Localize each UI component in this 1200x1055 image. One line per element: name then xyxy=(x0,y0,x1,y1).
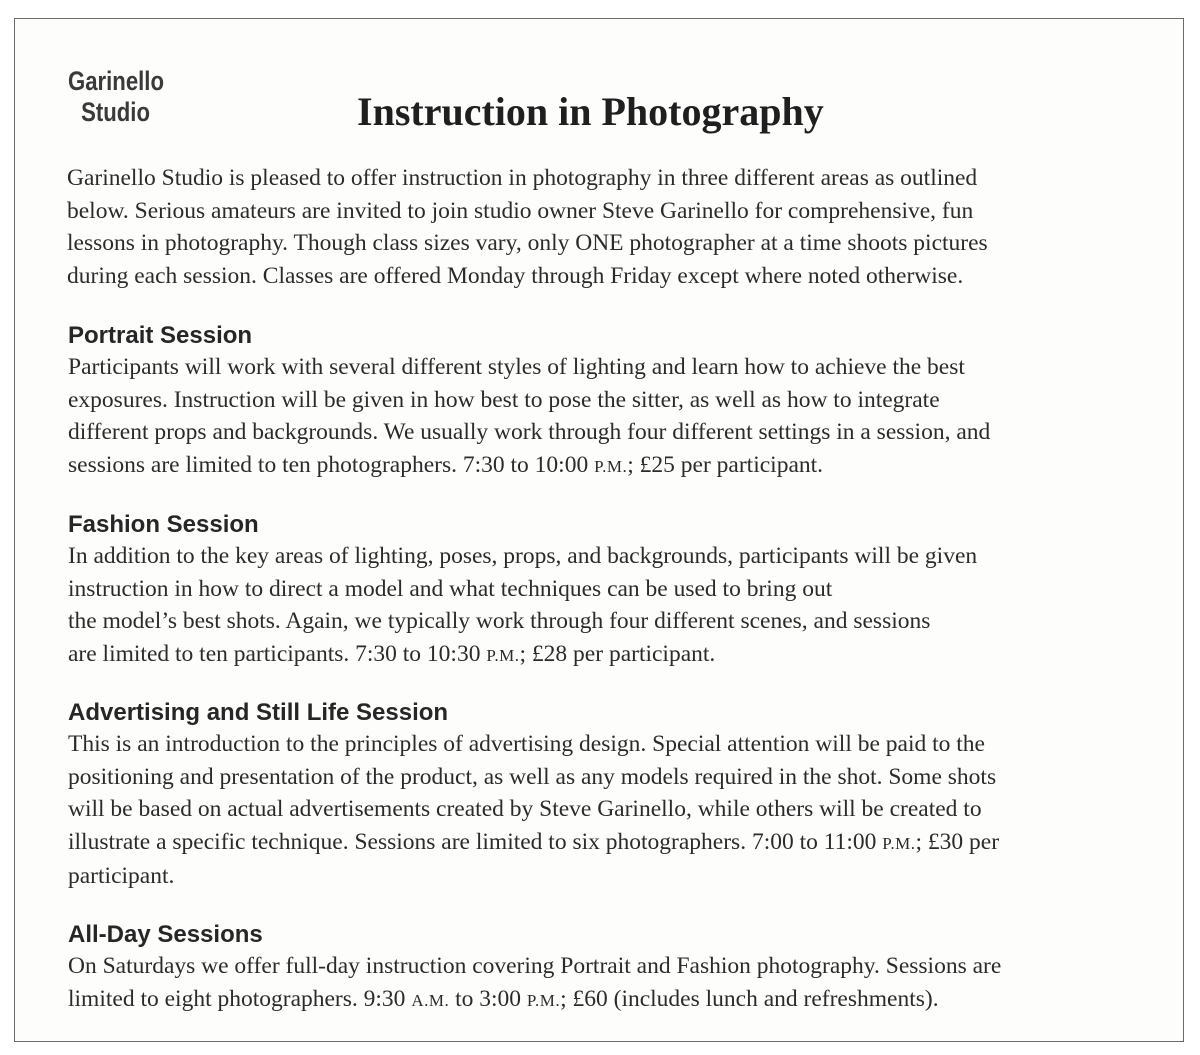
body-line-last xyxy=(68,638,1148,673)
text-segment: limited to eight photographers. 9:30 xyxy=(68,985,412,1012)
text-segment: sessions are limited to ten photographers. 7:30 to 10:00 xyxy=(68,451,595,478)
section-heading: Advertising and Still Life Session xyxy=(68,699,449,726)
body-line: different props and backgrounds. We usually work through four different settings in a session, and xyxy=(68,419,991,445)
intro-paragraph xyxy=(67,162,1147,292)
body-line-last xyxy=(68,449,1148,484)
text-segment: to 3:00 xyxy=(449,985,527,1012)
section-heading: All-Day Sessions xyxy=(68,921,263,948)
body-line-last: participant. xyxy=(68,863,175,889)
intro-line: below. Serious amateurs are invited to join studio owner Steve Garinello for comprehensive, fun xyxy=(67,197,974,224)
section-body xyxy=(68,351,1148,483)
body-line: In addition to the key areas of lighting, poses, props, and backgrounds, participants will be given xyxy=(68,543,978,569)
text-segment: ; £30 per xyxy=(915,828,1000,855)
page-title: Instruction in Photography xyxy=(357,89,824,134)
studio-logo xyxy=(68,66,164,128)
text-segment: illustrate a specific technique. Sessions are limited to six photographers. 7:00 to 11:00 xyxy=(68,828,883,855)
body-line: positioning and presentation of the product, as well as any models required in the shot. Some shots xyxy=(68,763,997,790)
section-all-day xyxy=(68,920,1148,1017)
section-body xyxy=(68,950,1148,1017)
body-line: instruction in how to direct a model and what techniques can be used to bring out xyxy=(68,575,833,602)
section-heading: Fashion Session xyxy=(68,511,259,538)
section-body xyxy=(68,728,1148,893)
text-segment: ; £25 per participant. xyxy=(627,451,824,478)
logo-line-2: Studio xyxy=(81,97,150,127)
time-suffix: P.M. xyxy=(882,833,916,853)
body-line xyxy=(68,826,1148,861)
body-line: exposures. Instruction will be given in how best to pose the sitter, as well as how to integrate xyxy=(68,386,940,413)
logo-line-1: Garinello xyxy=(68,66,164,96)
time-suffix: P.M. xyxy=(526,990,561,1010)
time-suffix: P.M. xyxy=(486,645,520,665)
intro-line: lessons in photography. Though class sizes vary, only ONE photographer at a time shoots pictures xyxy=(67,230,988,256)
section-portrait xyxy=(68,321,1148,483)
section-advertising xyxy=(68,698,1148,893)
intro-line: during each session. Classes are offered Monday through Friday except where noted otherwise. xyxy=(67,262,964,289)
time-suffix: A.M. xyxy=(411,990,450,1010)
text-segment: are limited to ten participants. 7:30 to 10:30 xyxy=(68,640,487,667)
body-line: This is an introduction to the principles of advertising design. Special attention will be paid to the xyxy=(68,731,985,757)
body-line: Participants will work with several different styles of lighting and learn how to achieve the best xyxy=(68,354,965,380)
section-body xyxy=(68,540,1148,672)
section-fashion xyxy=(68,510,1148,672)
text-segment: ; £28 per participant. xyxy=(519,640,716,667)
body-line: will be based on actual advertisements created by Steve Garinello, while others will be created to xyxy=(68,796,982,822)
body-line: the model’s best shots. Again, we typically work through four different scenes, and sessions xyxy=(68,608,931,634)
time-suffix: P.M. xyxy=(594,456,628,476)
text-segment: ; £60 (includes lunch and refreshments). xyxy=(560,985,939,1012)
body-line-last xyxy=(68,983,1148,1018)
intro-line: Garinello Studio is pleased to offer instruction in photography in three different areas as outlined xyxy=(67,165,978,191)
section-heading: Portrait Session xyxy=(68,322,253,349)
body-line: On Saturdays we offer full-day instruction covering Portrait and Fashion photography. Sessions are xyxy=(68,953,1002,979)
